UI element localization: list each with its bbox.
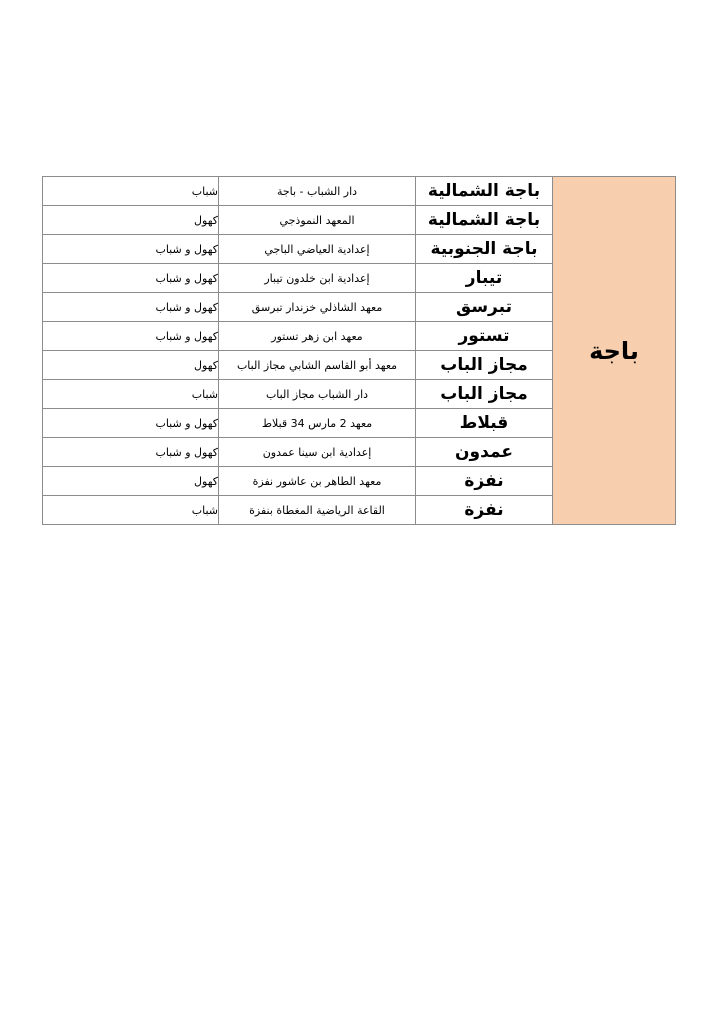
category-cell: كهول و شباب bbox=[43, 322, 219, 351]
venue-cell: معهد أبو القاسم الشابي مجاز الباب bbox=[219, 351, 416, 380]
delegation-cell: عمدون bbox=[416, 438, 553, 467]
category-cell: كهول bbox=[43, 206, 219, 235]
category-cell: كهول و شباب bbox=[43, 264, 219, 293]
delegation-cell: مجاز الباب bbox=[416, 380, 553, 409]
table-row bbox=[43, 177, 676, 206]
category-cell: كهول bbox=[43, 351, 219, 380]
venue-cell: القاعة الرياضية المغطاة بنفزة bbox=[219, 496, 416, 525]
region-table bbox=[42, 176, 676, 525]
venue-cell: معهد ابن زهر تستور bbox=[219, 322, 416, 351]
venue-cell: دار الشباب مجاز الباب bbox=[219, 380, 416, 409]
venue-cell: دار الشباب - باجة bbox=[219, 177, 416, 206]
delegation-cell: باجة الشمالية bbox=[416, 177, 553, 206]
category-cell: كهول و شباب bbox=[43, 409, 219, 438]
venue-cell: المعهد النموذجي bbox=[219, 206, 416, 235]
delegation-cell: قبلاط bbox=[416, 409, 553, 438]
venue-cell: معهد 2 مارس 34 قبلاط bbox=[219, 409, 416, 438]
delegation-cell: باجة الجنوبية bbox=[416, 235, 553, 264]
delegation-cell: نفزة bbox=[416, 496, 553, 525]
venue-cell: إعدادية ابن سينا عمدون bbox=[219, 438, 416, 467]
category-cell: كهول bbox=[43, 467, 219, 496]
category-cell: شباب bbox=[43, 380, 219, 409]
category-cell: كهول و شباب bbox=[43, 235, 219, 264]
delegation-cell: باجة الشمالية bbox=[416, 206, 553, 235]
region-cell: باجة bbox=[553, 177, 676, 525]
venue-cell: إعدادية ابن خلدون تيبار bbox=[219, 264, 416, 293]
delegation-cell: تستور bbox=[416, 322, 553, 351]
delegation-cell: تيبار bbox=[416, 264, 553, 293]
region-table-container bbox=[42, 176, 676, 525]
category-cell: كهول و شباب bbox=[43, 293, 219, 322]
venue-cell: معهد الطاهر بن عاشور نفزة bbox=[219, 467, 416, 496]
category-cell: كهول و شباب bbox=[43, 438, 219, 467]
delegation-cell: مجاز الباب bbox=[416, 351, 553, 380]
delegation-cell: نفزة bbox=[416, 467, 553, 496]
category-cell: شباب bbox=[43, 177, 219, 206]
venue-cell: إعدادية العياضي الباجي bbox=[219, 235, 416, 264]
category-cell: شباب bbox=[43, 496, 219, 525]
delegation-cell: تبرسق bbox=[416, 293, 553, 322]
venue-cell: معهد الشاذلي خزندار تبرسق bbox=[219, 293, 416, 322]
